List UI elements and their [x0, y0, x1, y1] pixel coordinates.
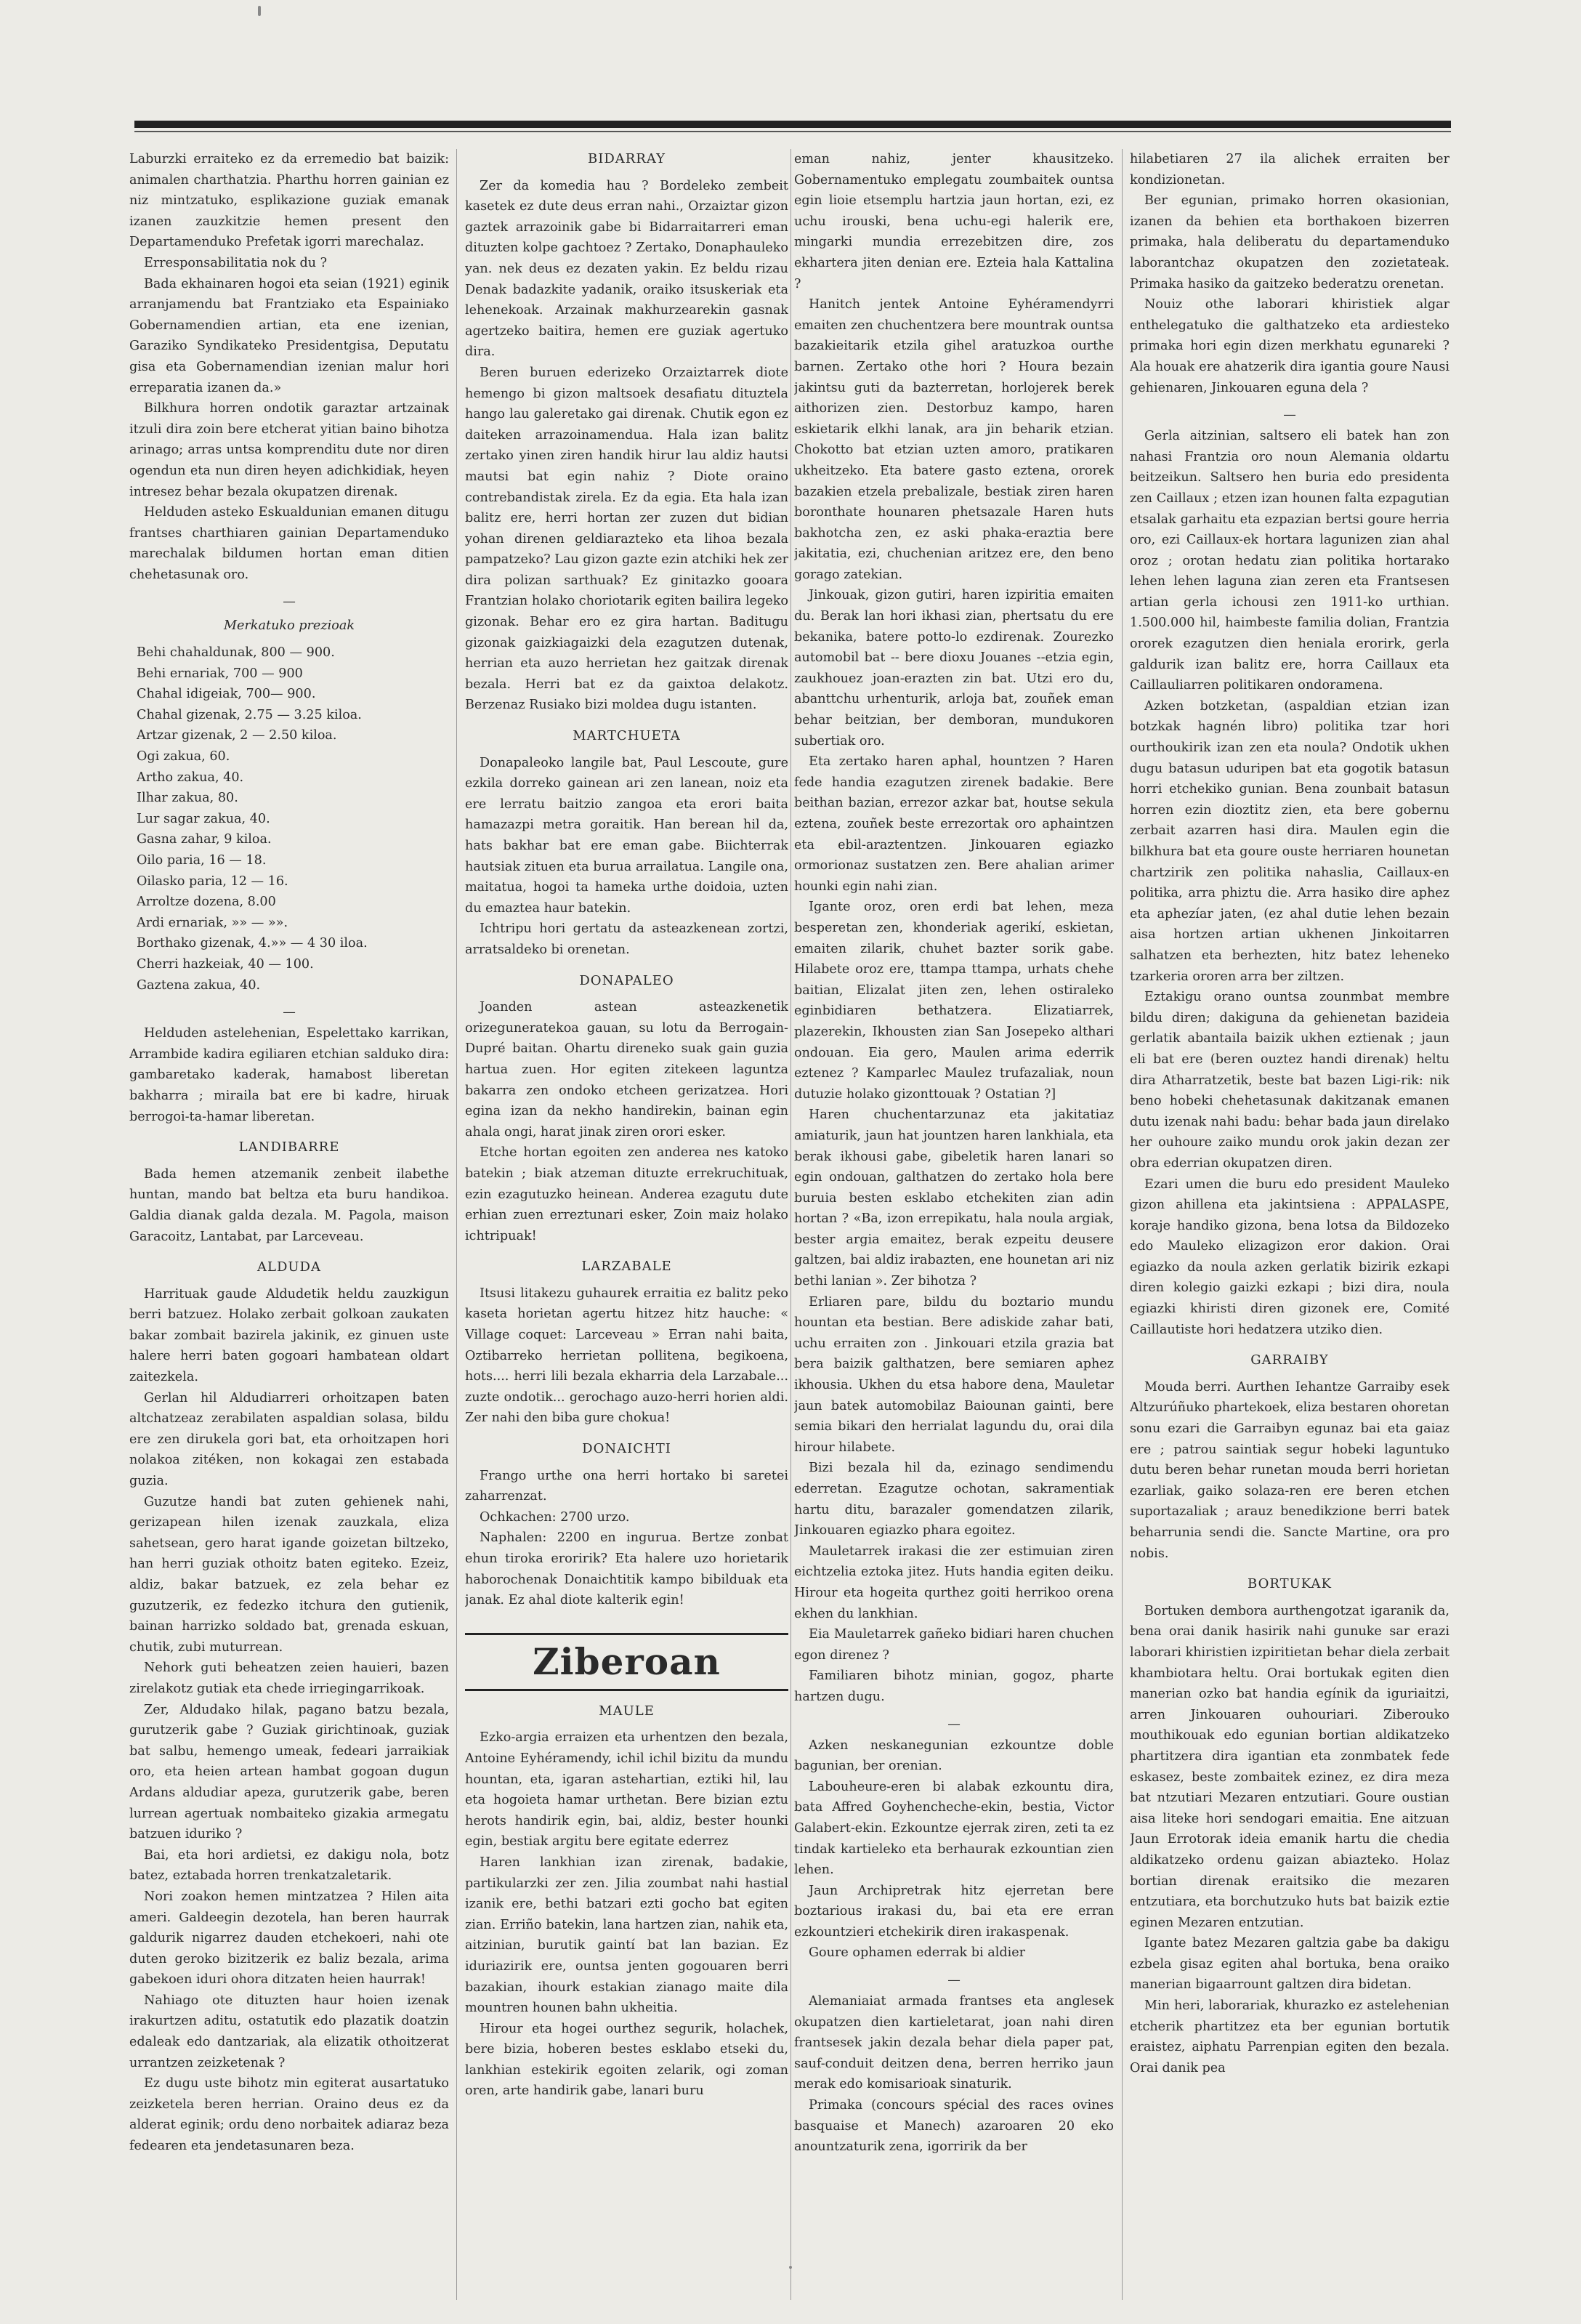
paragraph: hilabetiaren 27 ila alichek erraiten ber kondizionetan.: [1130, 152, 1449, 187]
paragraph: Bilkhura horren ondotik garaztar artzainak itzuli dira zoin bere etcherat yitian baino bihotza arinago; arras untsa komprenditu dute nor diren ogendun eta nun diren heyen adichkidiak, heyen intresez behar bezala okupatzen direnak.: [129, 401, 449, 499]
paragraph: Helduden asteko Eskualdunian emanen ditugu frantses charthiaren gainian Departamenduko marechalak bildumen hortan eman ditien chehetasunak oro.: [129, 505, 449, 582]
price-item: Chahal idigeiak, 700— 900.: [137, 687, 316, 702]
paragraph: Primaka (concours spécial des races ovines basquaise et Manech) azaroaren 20 eko anountzaturik zena, igorririk da ber: [794, 2098, 1114, 2155]
column-4: [1130, 149, 1449, 2300]
paragraph: Zer, Aldudako hilak, pagano batzu bezala, gurutzerik gabe ? Guziak girichtinoak, guziak bat salbu, hemengo umeak, fedeari jarraikiak oro, eta heien artean hambat gogoan dugun Ardans aldudiar apeza, gurutzerik gabe, beren lurrean agertuak nombaiteko gizakia armegatu batzuen iduriko ?: [129, 1702, 449, 1842]
top-rule: [134, 121, 1451, 128]
column-divider: [1122, 149, 1123, 2300]
paragraph: Nori zoakon hemen mintzatzea ? Hilen aita ameri. Galdeegin dezotela, han beren haurrak galdurik nigarrez dauden etchekoeri, nahi ote duten geroko bizitzerik ez baliz bezala, arima gabekoen iduri ohora ditzaten heien haurrak!: [129, 1889, 449, 1988]
paragraph: Nehork guti beheatzen zeien hauieri, bazen zirelakotz gutiak eta chede irriegingarrikoak.: [129, 1661, 449, 1696]
paragraph: Igante oroz, oren erdi bat lehen, meza besperetan zen, khonderiak agerikí, eskietan, emaiten zilarik, chuhet bazter sorik gabe. Hilabete oroz ere, ttampa ttampa, urhats chehe baitian, Elizalat jiten zen, lehen ostiraleko eginbidiaren bethatzera. Elizatiarrek, plazerekin, Ikhousten zian San Josepeko althari ondouan. Eia gero, Maulen arima ederrik eztenez ? Kamparlec Maulez trufazaliak, noun dutuzie holako gizonttouak ? Ostatian ?]: [794, 900, 1114, 1102]
price-item: Artzar gizenak, 2 — 2.50 kiloa.: [137, 728, 337, 743]
paragraph: Alemaniaiat armada frantses eta anglesek okupatzen dien kartieletarat, joan nahi diren frantsesek jakin dezala behar diela paper pat, sauf-conduit deitzen dena, berren herriko jaun merak edo komisarioak sinaturik.: [794, 1994, 1114, 2092]
column-3: [794, 149, 1114, 2300]
paragraph: Itsusi litakezu guhaurek erraitia ez balitz peko kaseta horietan agertu hitzez hitz hauche: « Village coquet: Larceveau » Erran nahi baita, Oztibarreko herrietan pollitena, begikoena, hots.... herri lili bezala ekharria dela Larzabale... zuzte ondotik... gerochago auzo-herri horien aldi. Zer nahi den biba gure chokua!: [465, 1286, 788, 1426]
separator-dash: —: [1283, 408, 1296, 423]
section-heading-landibarre: LANDIBARRE: [238, 1139, 340, 1155]
separator-dash: —: [283, 1005, 296, 1020]
paragraph: Ezari umen die buru edo president Mauleko gizon ahillena eta jakintsiena : APPALASPE, koraje handiko gizona, bena lotsa da Bildozeko edo Mauleko elizagizon eror dakion. Orai egiazko da noula azken gerlatik bizirik ezkapi diren kolegio gaizki ezkapi ; bizi dira, noula egiazki khiristi diren gizonek ere, Comité Caillautiste hori hedatzera utziko dien.: [1130, 1177, 1449, 1337]
paragraph: Bizi bezala hil da, ezinago sendimendu ederretan. Ezagutze ochotan, sakramentiak hartu ditu, barazaler gomendatzen zilarik, Jinkouaren egiazko phara egoitez.: [794, 1461, 1114, 1538]
price-item: Ardi ernariak, »» — »».: [137, 915, 288, 930]
price-item: Lur sagar zakua, 40.: [137, 811, 270, 826]
separator-dash: —: [947, 1716, 961, 1732]
paragraph: Donapaleoko langile bat, Paul Lescoute, gure ezkila dorreko gainean ari zen lanean, noiz eta ere lerratu baitzio zangoa eta erori baita hamazazpi metra goraitik. Han berean hil da, hats bakhar bat ere eman gabe. Biichterrak hautsiak zituen eta burua arrailatua. Langile ona, maitatua, hogoi ta hameka urthe doidoia, uzten du emaztea haur batekin.: [465, 755, 788, 916]
price-item: Artho zakua, 40.: [137, 770, 244, 785]
prices-title: Merkatuko prezioak: [224, 618, 355, 634]
paragraph: Guzutze handi bat zuten gehienek nahi, gerizapean hilen izenak zauzkala, eliza sahetsean, gero harat igande goizetan biltzeko, han herri guziak othoitz baten egiteko. Ezeiz, aldiz, bakar batzuek, ez zela behar ez guzutzerik, ez fedezko itchura den gutienik, bainan harrizko soldado bat, grenada eskuan, chutik, zubi muturrean.: [129, 1494, 449, 1655]
paragraph: Joanden astean asteazkenetik orizeguneratekoa gauan, su lotu da Berrogain-Dupré baitan. Ohartu direneko suak gain guzia hartua zuen. Hor egiten zitekeen laguntza bakarra zen ondoko etcheen gerizatzea. Hori egina izan da nekho handirekin, bainan egin ahala ongi, harat jinak ziren orori esker.: [465, 1000, 788, 1139]
paragraph: Bada hemen atzemanik zenbeit ilabethe huntan, mando bat beltza eta buru handikoa. Galdia dianak galda dezala. M. Pagola, maison Garacoitz, Lantabat, par Larceveau.: [129, 1166, 449, 1244]
paragraph: Nahiago ote dituzten haur hoien izenak irakurtzen aditu, ostatutik edo plazatik doatzin edaleak edo dantzariak, ala elizatik othoitzerat urrantzen zeizketenak ?: [129, 1993, 449, 2070]
price-item: Gasna zahar, 9 kiloa.: [137, 832, 272, 847]
paragraph: Mouda berri. Aurthen Iehantze Garraiby esek Altzurúñuko phartekoek, eliza bestaren ohoretan sonu ezari die Garraibyn egunaz bai eta gaiaz ere ; patrou saintiak segur hobeki laguntuko dutu beren behar runetan mouda berri horietan ezarliak, gaiko solaza-ren ere beren etchen suportazaliak ; arauz benedikzione berri batek beharrunia sendi die. Sancte Martine, ora pro nobis.: [1130, 1379, 1449, 1561]
price-item: Chahal gizenak, 2.75 — 3.25 kiloa.: [137, 707, 362, 722]
paragraph: eman nahiz, jenter khausitzeko. Gobernamentuko emplegatu zoumbaitek ountsa egin lioie etsemplu hartzia jaun hortan, ezi, ez uchu irouski, bena uchu-egi halerik ere, mingarki mundia errezebitzen dire, zos ekhartera jiten denian ere. Ezteia hala Kattalina ?: [794, 152, 1114, 291]
price-item: Arroltze dozena, 8.00: [137, 895, 276, 910]
price-item: Behi ernariak, 700 — 900: [137, 666, 303, 681]
paragraph: Naphalen: 2200 en ingurua. Bertze zonbat ehun tiroka eroririk? Eta halere uzo horietarik haborochenak Donaichtitik kampo bibilduak eta janak. Ez ahal diote kalterik egin!: [465, 1530, 788, 1608]
section-heading-bortukak: BORTUKAK: [1248, 1576, 1332, 1592]
paragraph: Jinkouak, gizon gutiri, haren izpiritia emaiten du. Berak lan hori ikhasi zian, phertsatu du ere bekanika, batere potto-lo ezdirenak. Zourezko automobil bat -- bere dioxu Jouanes --etzia egin, zaukhouez joan-erazten zin bat. Utzi ero du, abanttchu urhenturik, arloja bat, zouñek eman behar beitzian, ber demboran, mundukoren subertiak oro.: [794, 588, 1114, 749]
paragraph: Ber egunian, primako horren okasionian, izanen da behien eta borthakoen bizerren primaka, hala deliberatu du departamenduko laborantchaz okupatzen den zozietateak. Primaka hasiko da gaitzeko bederatzu orenetan.: [1130, 193, 1449, 291]
column-1: [129, 149, 449, 2300]
print-speck: [789, 2266, 792, 2269]
intro-article: [129, 149, 449, 585]
paragraph: Haren chuchentarzunaz eta jakitatiaz amiaturik, jaun hat jountzen haren lankhiala, eta berak ikhousi gabe, gibeletik haren lanari so egin ondouan, galthatzen do zertako hola bere buruia besten esklabo etchekiten zian adin hortan ? «Ba, izon errepikatu, hala noula argiak, bester argia emaitez, berak ezpeitu deusere galtzen, bai aldiz irabazten, ene hounetan ari niz bethi lanian ». Zer bihotza ?: [794, 1107, 1114, 1289]
price-list: [129, 642, 449, 996]
section-heading-aldude: ALDUDA: [257, 1259, 321, 1275]
section-heading-maule: MAULE: [599, 1703, 655, 1719]
price-item: Ilhar zakua, 80.: [137, 791, 238, 806]
price-item: Oilasko paria, 12 — 16.: [137, 873, 288, 889]
paragraph: Hanitch jentek Antoine Eyhéramendyrri emaiten zen chuchentzera bere mountrak ountsa bazakieitarik etzila gihel aratuzkoa ourthe barnen. Zertako othe hori ? Houra bezain jakintsu guti da bazterretan, horlojerek berek aithorizen zien. Destorbuz kampo, haren eskietarik elkhi lanak, ara jin beharik etzian. Chokotto bat etzian uzten amoro, pratikaren ukheitzeko. Eta batere gasto eztena, ororek bazakien etzela prebalizale, bestiak ziren haren boronthate hounaren phetsazale Haren huts bakhotcha zen, ez aski phaka-eraztia bere jakitatia, ezi, chuchenian aritzez ere, den beno gorago zatekian.: [794, 297, 1114, 582]
paragraph: Bortuken dembora aurthengotzat igaranik da, bena orai danik hasirik nahi gunuke sar erazi laborari khiristien izpiritietan behar diela zerbait khambiotara heltu. Orai bortukak egiten dien manerian ozko bat handia egínik da iguriaitzi, arren Jinkouaren ouhouriari. Ziberouko mouthikouak edo egunian bortian aldikatzeko phartitzera dira igantian eta zonmbatek fede eskasez, beste zombaitek ezinez, ez dira meza bat ntzutiari Mezaren entzutiari. Goure oustian aisa liteke hori sendogari emaitia. Ene aitzuan Jaun Errotorak ideia emanik hartu die chedia aldikatzeko ordenu gaizan abiazteko. Holaz bortian direnak eraitsiko die mezaren entzutiara, eta borchutzuko huts bat baizik eztie eginen Mezaren entzutian.: [1130, 1603, 1449, 1930]
paragraph: Bai, eta hori ardietsi, ez dakigu nola, botz batez, eztabada horren trenkatzaletarik.: [129, 1847, 449, 1884]
section-heading-donapaleo: DONAPALEO: [579, 972, 674, 988]
price-item: Cherri hazkeiak, 40 — 100.: [137, 956, 314, 972]
section-masthead: Ziberoan: [465, 1633, 788, 1691]
paragraph: Helduden astelehenian, Espelettako karrikan, Arrambide kadira egiliaren etchian salduko dira: gambaretako kaderak, hamabost liberetan bakharra ; miraila bat ere bi kadre, hiruak berrogoi-ta-hamar liberetan.: [129, 1026, 449, 1124]
paragraph: Haren lankhian izan zirenak, badakie, partikularzki zer zen. Jilia zoumbat nahi hastial izanik ere, bethi batzari ezti gocho bat egiten zian. Erriño batekin, lana hartzen zian, nahik eta, aitzinian, burutik gaintí bat lan bazian. Ez iduriazirik ere, ountsa jenten gogouaren berri bazakian, ihourk estakian zianago maite dila mountren hounen bahn ukheitia.: [465, 1855, 788, 2016]
column-divider: [790, 149, 791, 2300]
paragraph: Zer da komedia hau ? Bordeleko zembeit kasetek ez dute deus erran nahi., Orzaiztar gizon gaztek arrazoinik gabe bi Bidarraitarreri eman dituzten kolpe gachtoez ? Zertako, Donaphauleko yan. nek deus ez dezaten yakin. Ez beldu rizau Denak badazkite yadanik, oraiko itsuskeriak eta lehenekoak. Arzainak makhurzearekin gasnak agertzeko baitira, hemen ere guziak agertuko dira.: [465, 178, 788, 360]
section-heading-martchueta: MARTCHUETA: [573, 728, 681, 744]
paragraph: Goure ophamen ederrak bi aldier: [809, 1945, 1026, 1961]
price-item: Borthako gizenak, 4.»» — 4 30 iloa.: [137, 936, 368, 951]
paragraph: Jaun Archipretrak hitz ejerretan bere boztarious irakasi du, bai eta ere erran ezkountzieri etchekirik diren irakaspenak.: [794, 1883, 1114, 1940]
paragraph: Azken neskanegunian ezkountze doble bagunian, ber orenian.: [794, 1738, 1114, 1774]
paragraph: Frango urthe ona herri hortako bi saretei zaharrenzat.: [465, 1468, 788, 1504]
top-rule-thin: [134, 131, 1451, 132]
paragraph: Erliaren pare, bildu du boztario mundu hountan eta bestian. Bere adiskide zahar bati, uchu erraiten zon . Jinkouari etzila grazia bat bera baizik galthatzen, bere semiaren aphez ikhousia. Ukhen du etsa habore dena, Mauletar jaun batek automobilaz Baiounan gainti, bere semia bikari den herrialat lagundu du, orai dila hirour hilabete.: [794, 1294, 1114, 1455]
paragraph: Harrituak gaude Aldudetik heldu zauzkigun berri batzuez. Holako zerbait golkoan zaukaten bakar zombait bazirela jakinik, ez ginuen uste halere herri baten gogoari hambatean oldart zaitezkela.: [129, 1286, 449, 1385]
paragraph: Gerla aitzinian, saltsero eli batek han zon nahasi Frantzia oro noun Alemania oldartu beitzeikun. Saltsero hen buria edo presidenta zen Caillaux ; etzen izan hounen falta ezpagutian etsalak garhaitu eta ezpazian bertsi goure herria oro, ezi Caillaux-ek hortara lagunizen zian ahal oroz ; orotan hedatu zian politika hortarako lehen lehen laguna zian zeren eta Frantsesen artian gerla ichousi zen 1911-ko urthian. 1.500.000 hil, haimbeste familia dolian, Frantzia ororek ezagutzen dien heniala erorirk, gerla galdurik izan balitz ere, horra Caillaux eta Caillauliarren politikaren ondoramena.: [1130, 429, 1449, 693]
paragraph: Eta zertako haren aphal, hountzen ? Haren fede handia ezagutzen zirenek badakie. Bere beithan bazian, errezor azkar bat, houtse sekula eztena, zouñek beste errezortak oro aphaintzen eta ebil-araztentzen. Jinkouaren egiazko ormorionaz sustatzen zen. Bere ahalian arimer hounki egin nahi zian.: [794, 754, 1114, 894]
price-item: Gaztena zakua, 40.: [137, 977, 261, 993]
price-item: Oilo paria, 16 — 18.: [137, 853, 267, 868]
separator-dash: —: [283, 594, 296, 610]
paragraph: Laburzki erraiteko ez da erremedio bat baizik: animalen charthatzia. Pharthu horren gainian ez niz mintzatuko, esplikazione guziak emanak izanen zauzkitzie hemen present den Departamenduko Prefetak igorri marechalaz.: [129, 152, 449, 250]
paragraph: Labouheure-eren bi alabak ezkountu dira, bata Affred Goyhencheche-ekin, bestia, Victor Galabert-ekin. Ezkountze ejerrak ziren, zeti ta ez tindak kartieleko eta berhaurak ezkountian zien lehen.: [794, 1779, 1114, 1878]
paragraph: Ez dugu uste bihotz min egiterat ausartatuko zeizketela beren herrian. Oraino deus ez da alderat eginik; ordu deno norbaitek adiaraz beza fedearen eta jendetasunaren beza.: [129, 2076, 449, 2154]
price-item: Behi chahaldunak, 800 — 900.: [137, 645, 335, 661]
paragraph: Igante batez Mezaren galtzia gabe ba dakigu ezbela gisaz egiten ahal bortuka, bena oraiko manerian bigaarrount galtzen dira bidetan.: [1130, 1936, 1449, 1993]
paragraph: Familiaren bihotz minian, gogoz, pharte hartzen dugu.: [794, 1669, 1114, 1704]
section-heading-garraiby: GARRAIBY: [1250, 1352, 1329, 1368]
paragraph: Etche hortan egoiten zen anderea nes katoko batekin ; biak atzeman dituzte errekruchituak, ezin ezagutuzko heinean. Anderea ezagutu dute erhian zuen erreztunari esker, Zoin maiz holako ichtripuak!: [465, 1145, 788, 1243]
price-item: Ogi zakua, 60.: [137, 749, 230, 764]
paragraph: Ezko-argia erraizen eta urhentzen den bezala, Antoine Eyhéramendy, ichil ichil bizitu da mundu hountan, eta, igaran astehartian, eztiki hil, lau eta hogoieta hamar urthetan. Bere bizian eztu herots handirik egin, bai, aldiz, bester hounki egin, bestiak argitu bere egitate ederrez: [465, 1730, 788, 1849]
paragraph: Azken botzketan, (aspaldian etzian izan botzkak hagnén libro) politika tzar hori ourthoukirik izan zen eta noula? Ondotik ukhen dugu batasun uduripen bat eta gogotik batasun horri etchekiko gunian. Bena zounbait batasun horren ezin dioztitz zien, eta bere gobernu zerbait azarren hasi dira. Maulen egin die bilkhura bat eta goure ouste herriaren hounetan chartzirik zen politika nahaslia, Caillaux-en politika, arra phiztu die. Arra hasiko dire aphez eta aphezíar jaten, (ez ahal dutie lehen bezain aisa hortzen artian ukhenen Jinkoitarren salhatzen eta berhezten, hitz batez leheneko tzarkeria ororen arra ber ziltzen.: [1130, 698, 1449, 984]
separator-dash: —: [947, 1973, 961, 1988]
paragraph: Hirour eta hogei ourthez segurik, holachek, bere bizia, hoberen bestes esklabo etseki du, lankhian estekirik egoiten zelarik, ogi zoman oren, arte handirik gabe, lanari buru: [465, 2021, 788, 2099]
section-heading-bidarray: BIDARRAY: [587, 151, 666, 166]
paragraph: Mauletarrek irakasi die zer estimuian ziren eichtzelia eztoka jitez. Huts handia egiten deiku. Hirour eta hogeita qurthez goiti herrikoo orena ekhen du lankhian.: [794, 1544, 1114, 1621]
print-speck: [258, 6, 261, 16]
paragraph: Erresponsabilitatia nok du ?: [144, 255, 328, 270]
section-heading-donaichti: DONAICHTI: [582, 1441, 671, 1457]
column-divider: [456, 149, 457, 2300]
paragraph: Bada ekhainaren hogoi eta seian (1921) eginik arranjamendu bat Frantziako eta Espainiako Gobernamendien artian, eta ene izenian, Garaziko Syndikateko Presidentgisa, Deputatu gisa eta Gobernamendian izenian malur hori erreparatia izanen da.»: [129, 276, 449, 395]
section-heading-larzabale: LARZABALE: [581, 1259, 672, 1275]
paragraph: Ichtripu hori gertatu da asteazkenean zortzi, arratsaldeko bi orenetan.: [465, 921, 788, 957]
paragraph: Eztakigu orano ountsa zounmbat membre bildu diren; dakiguna da gehienetan bazideia gerlatik abantaila baizik ukhen eztienak ; jaun eli bat ere (beren ouztez handi direnak) heltu dira Atharratzetik, beste bat bazen Ligi-rik: nik beno hobeki chehetasunak dakitzanak emanen dutu izenak nahi badu: behar bada jaun direlako her ouhoure zaiko mundu orok jakin dezan zer obra ederrian okupatzen diren.: [1130, 990, 1449, 1171]
paragraph: Gerlan hil Aldudiarreri orhoitzapen baten altchatzeaz zerabilaten aspaldian solasa, bildu ere zen dirukela gori bat, eta orhoitzapen hori nolakoa zitéken, non kokagai zen estabada guzia.: [129, 1390, 449, 1489]
paragraph: Min heri, laborariak, khurazko ez astelehenian etcherik phartitzez eta ber egunian bortutik eraistez, aiphatu Parrenpian egiten den bezala. Orai danik pea: [1130, 1998, 1449, 2075]
paragraph: Nouiz othe laborari khiristiek algar enthelegatuko die galthatzeko eta ardiesteko primaka hori egin dizen merkhatu egunareki ? Ala houak ere ahatzerik dira igantia goure Nausi gehienaren, Jinkouaren eguna dela ?: [1130, 297, 1449, 395]
paragraph: Eia Mauletarrek gañeko bidiari haren chuchen egon direnez ?: [794, 1627, 1114, 1663]
paragraph: Ochkachen: 2700 urzo.: [480, 1509, 630, 1525]
column-2: [465, 149, 788, 2300]
paragraph: Beren buruen ederizeko Orzaiztarrek diote hemengo bi gizon maltsoek desafiatu dituztela hango lau galeretako gai direnak. Chutik egon ez daiteken arrazoinamendua. Hala izan balitz zertako yinen ziren handik hirur lau aldiz hautsi mautsi bat egin nahiz ? Diote oraino contrebandistak zirela. Ez da egia. Eta hala izan balitz ere, herri hortan zer zuzen dut bidian yohan direnen geldiarazteko eta lihoa bezala pampatzeko? Lau gizon gazte ezin atchiki hek zer dira polizan sarthuak? Ez ginitazko gooara Frantzian holako choriotarik egiten bailira legeko gizonak. Behar ero ez gira hartan. Baditugu gizonak gaizkiagaizki dela ezagutzen dutenak, herrian eta auzo herrietan hez gaitzak direnak bezala. Herri bat ez da gaixtoa delakotz. Berzenaz Rusiako bizi moldea dugu istanten.: [465, 365, 788, 713]
